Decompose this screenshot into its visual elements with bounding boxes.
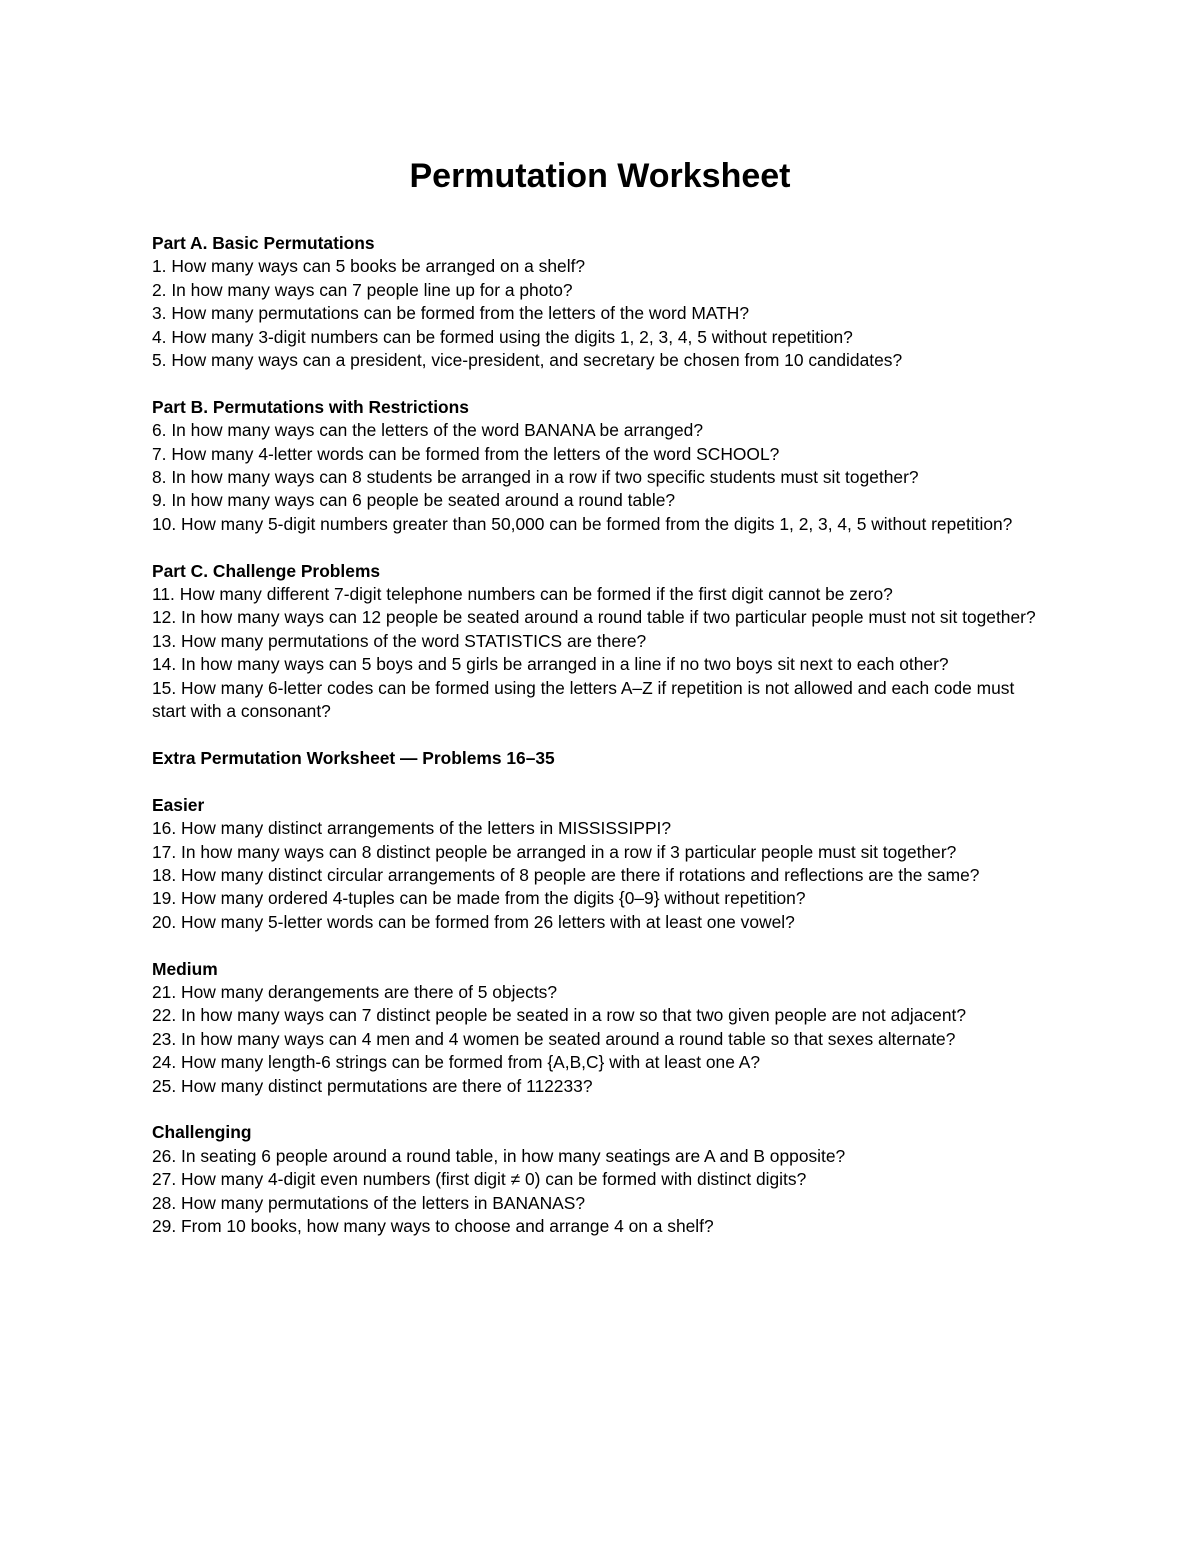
question-item: 9. In how many ways can 6 people be seated around a round table? (152, 490, 676, 511)
question-item: 2. In how many ways can 7 people line up for a photo? (152, 279, 573, 300)
question-item: 7. How many 4-letter words can be formed from the letters of the word SCHOOL? (152, 443, 780, 464)
question-item: 24. How many length-6 strings can be formed from {A,B,C} with at least one A? (152, 1052, 761, 1073)
question-item: 27. How many 4-digit even numbers (first digit ≠ 0) can be formed with distinct digits? (152, 1169, 807, 1190)
question-item: 21. How many derangements are there of 5 objects? (152, 981, 558, 1002)
question-item: 11. How many different 7-digit telephone numbers can be formed if the first digit cannot be zero? (152, 584, 893, 605)
question-item: 22. In how many ways can 7 distinct people be seated in a row so that two given people are not adjacent? (152, 1005, 967, 1026)
question-item: 25. How many distinct permutations are there of 112233? (152, 1075, 593, 1096)
question-item: 20. How many 5-letter words can be formed from 26 letters with at least one vowel? (152, 911, 795, 932)
page-title: Permutation Worksheet (409, 157, 791, 195)
question-item: 13. How many permutations of the word STATISTICS are there? (152, 630, 647, 651)
question-item: 17. In how many ways can 8 distinct people be arranged in a row if 3 particular people must sit together? (152, 841, 957, 862)
easier-heading: Easier (152, 794, 205, 815)
question-item: 12. In how many ways can 12 people be seated around a round table if two particular people must not sit together? (152, 607, 1036, 628)
part-c-heading: Part C. Challenge Problems (152, 560, 381, 581)
easier-section (152, 794, 1052, 934)
question-item: 8. In how many ways can 8 students be arranged in a row if two specific students must sit together? (152, 467, 919, 488)
medium-section (152, 958, 1052, 1098)
question-item: 29. From 10 books, how many ways to choose and arrange 4 on a shelf? (152, 1215, 714, 1236)
question-item: 15. How many 6-letter codes can be formed using the letters A–Z if repetition is not allowed and each code must start with a consonant? (152, 677, 1015, 722)
question-item: 6. In how many ways can the letters of the word BANANA be arranged? (152, 420, 703, 441)
question-item: 1. How many ways can 5 books be arranged on a shelf? (152, 256, 586, 277)
question-item: 10. How many 5-digit numbers greater than 50,000 can be formed from the digits 1, 2, 3, 4, 5 without repetition? (152, 513, 1013, 534)
question-item: 14. In how many ways can 5 boys and 5 girls be arranged in a line if no two boys sit next to each other? (152, 654, 949, 675)
question-item: 28. How many permutations of the letters in BANANAS? (152, 1192, 586, 1213)
question-item: 16. How many distinct arrangements of the letters in MISSISSIPPI? (152, 818, 672, 839)
medium-heading: Medium (152, 958, 218, 979)
question-item: 5. How many ways can a president, vice-president, and secretary be chosen from 10 candidates? (152, 350, 903, 371)
part-b-section (152, 396, 1052, 536)
extra-worksheet-heading: Extra Permutation Worksheet — Problems 16–35 (152, 747, 555, 768)
question-item: 19. How many ordered 4-tuples can be made from the digits {0–9} without repetition? (152, 888, 806, 909)
question-item: 4. How many 3-digit numbers can be formed using the digits 1, 2, 3, 4, 5 without repetition? (152, 326, 853, 347)
challenging-heading: Challenging (152, 1122, 252, 1143)
question-item: 18. How many distinct circular arrangements of 8 people are there if rotations and reflections are the same? (152, 864, 980, 885)
question-item: 26. In seating 6 people around a round table, in how many seatings are A and B opposite? (152, 1145, 846, 1166)
question-item: 3. How many permutations can be formed from the letters of the word MATH? (152, 303, 750, 324)
worksheet-content (152, 232, 1052, 1262)
part-b-heading: Part B. Permutations with Restrictions (152, 396, 469, 417)
part-a-heading: Part A. Basic Permutations (152, 233, 375, 253)
question-item: 23. In how many ways can 4 men and 4 women be seated around a round table so that sexes alternate? (152, 1028, 956, 1049)
part-a-section (152, 232, 1052, 372)
part-c-section (152, 560, 1052, 724)
challenging-section (152, 1121, 1052, 1238)
